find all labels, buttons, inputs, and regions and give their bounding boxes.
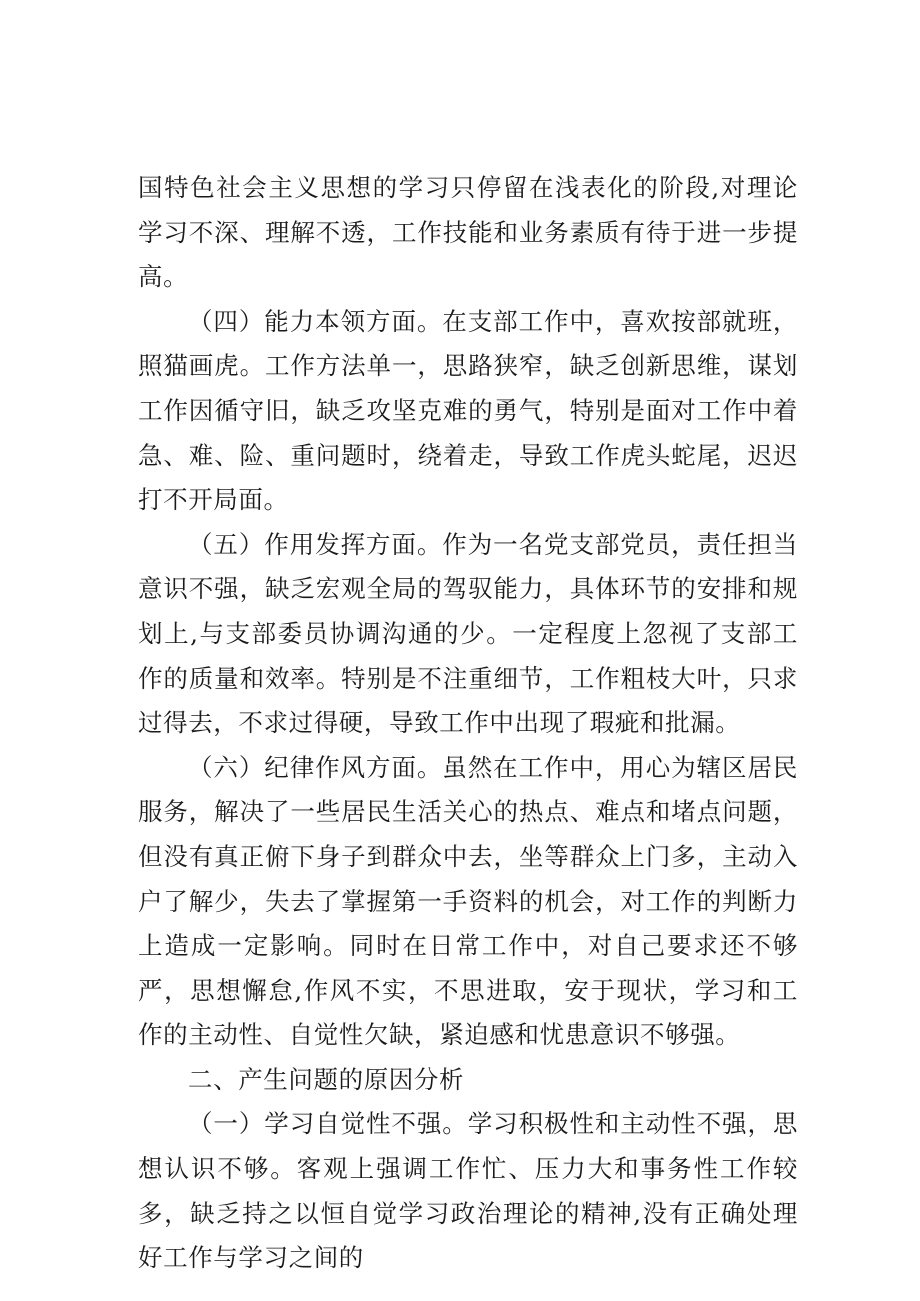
paragraph-role-performance: （五）作用发挥方面。作为一名党支部党员，责任担当意识不强，缺乏宏观全局的驾驭能力，具体环节的安排和规划上,与支部委员协调沟通的少。一定程度上忽视了支部工作的质量和效率。特别是不注重细节，工作粗枝大叶，只求过得去，不求过得硬，导致工作中出现了瑕疵和批漏。	[138, 529, 798, 738]
paragraph-discipline-style: （六）纪律作风方面。虽然在工作中，用心为辖区居民服务，解决了一些居民生活关心的热点、难点和堵点问题，但没有真正俯下身子到群众中去，坐等群众上门多，主动入户了解少，失去了掌握第一手资料的机会，对工作的判断力上造成一定影响。同时在日常工作中，对自己要求还不够严，思想懈怠,作风不实，不思进取，安于现状，学习和工作的主动性、自觉性欠缺，紧迫感和忧患意识不够强。	[138, 752, 798, 1050]
paragraph-learning-consciousness: （一）学习自觉性不强。学习积极性和主动性不强，思想认识不够。客观上强调工作忙、压力大和事务性工作较多，缺乏持之以恒自觉学习政治理论的精神,没有正确处理好工作与学习之间的	[138, 1109, 798, 1273]
paragraph-ability-skills: （四）能力本领方面。在支部工作中，喜欢按部就班，照猫画虎。工作方法单一，思路狭窄，缺乏创新思维，谋划工作因循守旧，缺乏攻坚克难的勇气，特别是面对工作中着急、难、险、重问题时，绕着走，导致工作虎头蛇尾，迟迟打不开局面。	[138, 306, 798, 515]
section-heading-cause-analysis: 二、产生问题的原因分析	[188, 1064, 465, 1094]
document-body	[138, 166, 798, 1281]
paragraph-continuation: 国特色社会主义思想的学习只停留在浅表化的阶段,对理论学习不深、理解不透，工作技能和业务素质有待于进一步提高。	[138, 173, 798, 292]
